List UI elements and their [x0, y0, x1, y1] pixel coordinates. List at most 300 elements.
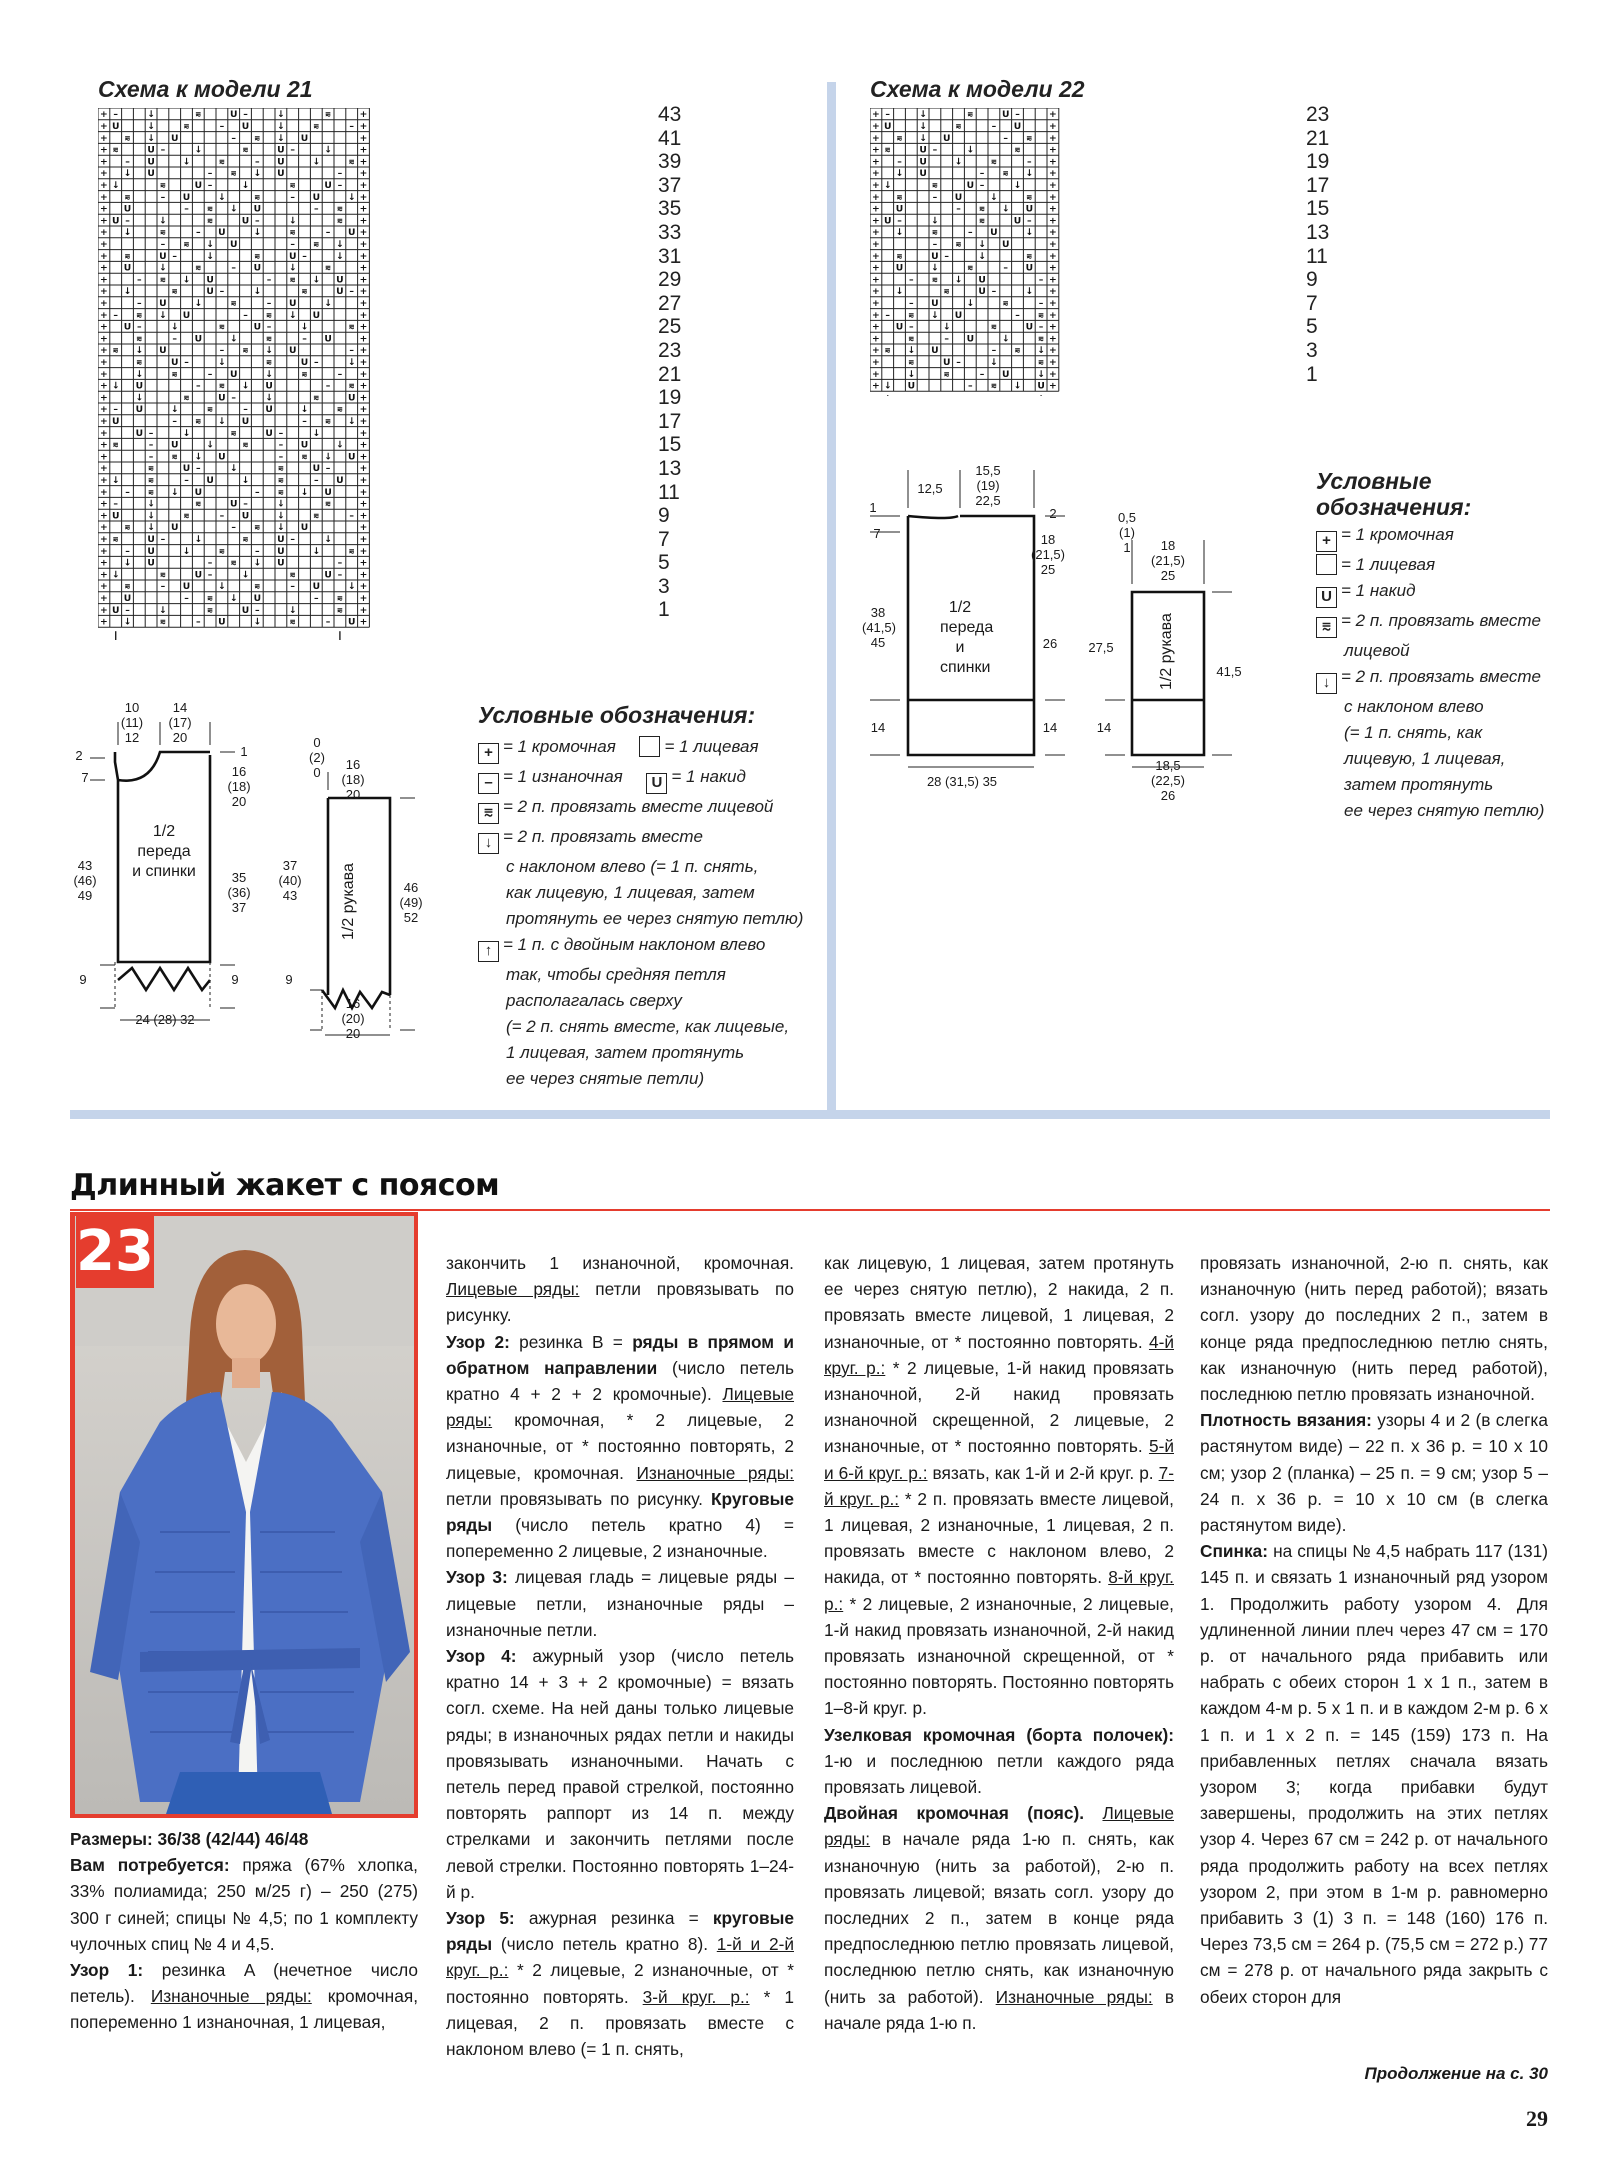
- stitch-symbol: U: [218, 392, 226, 404]
- stitch-symbol: –: [979, 368, 985, 380]
- stitch-symbol: ↓: [241, 180, 250, 192]
- schema-21-title: Схема к модели 21: [98, 76, 313, 102]
- stitch-symbol: ⩳: [290, 616, 296, 628]
- stitch-symbol: ⩳: [254, 132, 260, 144]
- stitch-symbol: +: [359, 132, 368, 144]
- stitch-symbol: ↓: [300, 404, 309, 416]
- stitch-symbol: U: [990, 227, 998, 239]
- model-number: 23: [76, 1216, 154, 1288]
- dim-bottom-9b: 9: [231, 972, 239, 987]
- stitch-symbol: U: [111, 604, 120, 616]
- stitch-symbol: U: [907, 380, 916, 392]
- stitch-symbol: +: [100, 321, 108, 333]
- stitch-symbol: +: [872, 321, 880, 333]
- stitch-symbol: ↓: [1013, 180, 1022, 192]
- stitch-symbol: +: [1049, 250, 1057, 262]
- dim-shoulder: 10 (11) 12: [120, 700, 144, 745]
- stitch-symbol: ⩳: [313, 239, 319, 251]
- stitch-symbol: ↓: [990, 357, 998, 369]
- yarn-over-icon: U: [1316, 587, 1337, 608]
- dim22-left-7: 7: [873, 526, 881, 541]
- stitch-symbol: +: [359, 109, 368, 121]
- stitch-symbol: U: [312, 463, 321, 475]
- stitch-symbol: +: [359, 239, 368, 251]
- row-number: 9: [1306, 268, 1318, 292]
- stitch-symbol: +: [359, 274, 368, 286]
- stitch-symbol: ⩳: [195, 416, 201, 428]
- stitch-symbol: ↓: [1037, 368, 1045, 380]
- stitch-symbol: ⩳: [1003, 168, 1009, 180]
- stitch-symbol: ⩳: [254, 581, 260, 593]
- stitch-symbol: ⩳: [160, 227, 166, 239]
- stitch-symbol: +: [872, 298, 880, 310]
- stitch-symbol: U: [265, 427, 273, 439]
- stitch-symbol: ↓: [218, 581, 226, 593]
- stitch-symbol: +: [359, 581, 368, 593]
- stitch-symbol: ⩳: [231, 557, 237, 569]
- stitch-symbol: ↓: [123, 286, 132, 298]
- stitch-symbol: ⩳: [337, 203, 343, 215]
- edge-stitch-icon: +: [478, 743, 499, 764]
- stitch-symbol: –: [1015, 309, 1020, 321]
- stitch-symbol: +: [359, 604, 368, 616]
- stitch-symbol: ↓: [182, 274, 191, 286]
- stitch-symbol: U: [241, 215, 250, 227]
- stitch-symbol: +: [100, 498, 108, 510]
- pattern-22-diagram: [860, 470, 1280, 810]
- stitch-symbol: U: [218, 616, 226, 628]
- stitch-symbol: U: [954, 309, 963, 321]
- stitch-symbol: +: [359, 404, 368, 416]
- dim22-left-38: 38 (41,5) 45: [862, 605, 896, 650]
- stitch-symbol: U: [218, 451, 226, 463]
- stitch-symbol: –: [897, 215, 902, 227]
- row-number: 7: [658, 527, 670, 551]
- stitch-symbol: ↓: [135, 345, 144, 357]
- stitch-symbol: +: [100, 345, 108, 357]
- stitch-symbol: U: [931, 298, 939, 310]
- stitch-symbol: U: [253, 321, 262, 333]
- stitch-symbol: ↓: [170, 321, 179, 333]
- stitch-symbol: –: [219, 345, 225, 357]
- stitch-symbol: ⩳: [301, 286, 308, 298]
- stitch-symbol: ↓: [954, 156, 963, 168]
- row-number: 17: [1306, 173, 1330, 197]
- legend-21: + = 1 кромочная = 1 лицевая – = 1 изнаночная U = 1 накид ⩳ = 2 п. провязать вместе лицевой ↓ = 2 п. провязать вместе с наклоном влево (= 1 п. снять, как лицевую, 1 лицевая, затем протянуть ее через снятую петлю) ↑ = 1 п. с двойным наклоном влево так, чтобы средняя петля располагалась сверху (= 2 п. снять вместе, как лицевые, 1 лицевая, затем протянуть ее через снятые петли): [478, 734, 803, 1092]
- stitch-symbol: +: [1049, 333, 1057, 345]
- stitch-symbol: –: [255, 156, 260, 168]
- legend-22: + = 1 кромочная = 1 лицевая U = 1 накид ⩳ = 2 п. провязать вместе лицевой ↓ = 2 п. провязать вместе с наклоном влево (= 1 п. снять, как лицевую, 1 лицевая, затем протянуть ее через снятую петлю): [1316, 522, 1544, 824]
- stitch-symbol: –: [219, 121, 225, 133]
- stitch-symbol: +: [359, 545, 368, 557]
- stitch-symbol: +: [872, 286, 880, 298]
- stitch-symbol: ⩳: [885, 144, 891, 156]
- stitch-symbol: ⩳: [1014, 144, 1021, 156]
- stitch-symbol: U: [135, 427, 144, 439]
- row-number: 33: [658, 220, 682, 244]
- dim-top-left: 2: [75, 748, 83, 763]
- stitch-symbol: U: [277, 557, 285, 569]
- stitch-symbol: –: [968, 227, 973, 239]
- stitch-symbol: U: [147, 168, 155, 180]
- stitch-symbol: –: [172, 250, 177, 262]
- stitch-symbol: ↓: [194, 534, 203, 546]
- stitch-symbol: +: [359, 569, 368, 581]
- stitch-symbol: U: [312, 581, 321, 593]
- stitch-symbol: ↓: [218, 416, 226, 428]
- legend-21-title: Условные обозначения:: [478, 702, 756, 728]
- stitch-symbol: ↓: [312, 427, 321, 439]
- stitch-symbol: –: [337, 168, 343, 180]
- dim-sleeve-bottom9: 9: [285, 972, 293, 987]
- stitch-symbol: +: [1049, 109, 1057, 121]
- stitch-symbol: ⩳: [172, 451, 178, 463]
- stitch-symbol: ↓: [336, 439, 344, 451]
- stitch-symbol: –: [137, 321, 142, 333]
- stitch-symbol: –: [160, 534, 166, 546]
- stitch-symbol: +: [359, 156, 368, 168]
- stitch-symbol: –: [885, 109, 890, 121]
- stitch-symbol: U: [300, 132, 309, 144]
- stitch-symbol: U: [966, 333, 975, 345]
- stitch-symbol: –: [909, 274, 914, 286]
- stitch-symbol: –: [266, 298, 272, 310]
- row-number: 15: [1306, 197, 1330, 221]
- stitch-symbol: ↓: [123, 227, 132, 239]
- stitch-symbol: +: [872, 156, 880, 168]
- stitch-symbol: +: [100, 286, 108, 298]
- stitch-symbol: ⩳: [231, 298, 237, 310]
- column-2: закончить 1 изнаночной, кромочная. Лицевые ряды: петли провязывать по рисунку. Узор 2: резинка B = ряды в прямом и обратном направлении (число петель кратно 4 + 2 + 2 кромочные). Лицевые ряды: кромочная, * 2 лицевые, 2 изнаночные, от * постоянно повторять, 2 лицевые, кромочная. Изнаночные ряды: петли провязывать по рисунку. Круговые ряды (число петель кратно 4) = попеременно 2 лицевые, 2 изнаночные. Узор 3: лицевая гладь = лицевые ряды – лицевые петли, изнаночные ряды – изнаночные петли. Узор 4: ажурный узор (число петель кратно 14 + 3 + 2 кромочные) = вязать согл. схеме. На ней даны только лицевые ряды; в изнаночных рядах петли и накиды провязывать изнаночными. Начать с петель перед правой стрелкой, постоянно повторять раппорт из 14 п. между стрелками и закончить петлями после левой стрелки. Постоянно повторять 1–24-й р. Узор 5: ажурная резинка = круговые ряды (число петель кратно 8). 1-й и 2-й круг. р.: * 2 лицевые, 2 изнаночные, от * постоянно повторять. 3-й круг. р.: * 1 лицевая, 2 п. провязать вместе с наклоном влево (= 1 п. снять,: [446, 1253, 795, 2060]
- stitch-symbol: ⩳: [944, 368, 950, 380]
- row-number: 1: [658, 598, 670, 622]
- stitch-symbol: +: [872, 239, 880, 251]
- stitch-symbol: –: [207, 569, 213, 581]
- stitch-symbol: –: [148, 451, 154, 463]
- stitch-symbol: –: [991, 121, 997, 133]
- stitch-symbol: –: [278, 439, 284, 451]
- stitch-symbol: –: [219, 510, 225, 522]
- stitch-symbol: ⩳: [195, 109, 201, 121]
- stitch-symbol: –: [137, 274, 142, 286]
- stitch-symbol: +: [1049, 380, 1057, 392]
- stitch-symbol: U: [336, 274, 344, 286]
- stitch-symbol: –: [231, 522, 236, 534]
- stitch-symbol: –: [302, 250, 307, 262]
- stitch-symbol: U: [182, 191, 191, 203]
- stitch-symbol: U: [123, 262, 132, 274]
- stitch-symbol: +: [100, 156, 108, 168]
- stitch-symbol: ⩳: [124, 191, 131, 203]
- stitch-symbol: +: [359, 191, 368, 203]
- stitch-symbol: ⩳: [290, 569, 296, 581]
- dim22-sl-14: 14: [1096, 720, 1112, 735]
- row-number: 27: [658, 291, 682, 315]
- stitch-symbol: –: [125, 545, 130, 557]
- stitch-symbol: –: [325, 227, 331, 239]
- stitch-symbol: +: [100, 191, 108, 203]
- stitch-symbol: ⩳: [160, 274, 166, 286]
- stitch-symbol: –: [207, 557, 213, 569]
- stitch-symbol: ⩳: [113, 439, 119, 451]
- stitch-symbol: U: [241, 604, 250, 616]
- stitch-symbol: –: [337, 180, 343, 192]
- stitch-symbol: U: [919, 156, 927, 168]
- stitch-symbol: U: [170, 357, 179, 369]
- stitch-symbol: +: [872, 132, 880, 144]
- stitch-symbol: ⩳: [349, 380, 355, 392]
- photo-frame: [70, 1212, 418, 1818]
- row-number: 15: [658, 433, 682, 457]
- stitch-symbol: ↓: [277, 121, 285, 133]
- stitch-symbol: +: [359, 227, 368, 239]
- row-number: 7: [1306, 291, 1318, 315]
- stitch-symbol: –: [314, 203, 319, 215]
- stitch-symbol: +: [1049, 168, 1057, 180]
- stitch-symbol: U: [347, 616, 356, 628]
- stitch-symbol: ↓: [324, 144, 332, 156]
- stitch-symbol: +: [359, 309, 368, 321]
- stitch-symbol: +: [100, 333, 108, 345]
- stitch-symbol: ↓: [147, 498, 155, 510]
- stitch-symbol: ⩳: [113, 534, 119, 546]
- stitch-symbol: ⩳: [1038, 309, 1044, 321]
- stitch-symbol: ⩳: [160, 616, 166, 628]
- stitch-symbol: ↓: [265, 345, 273, 357]
- stitch-symbol: ↓: [182, 545, 191, 557]
- stitch-symbol: U: [312, 191, 321, 203]
- stitch-symbol: +: [872, 168, 880, 180]
- stitch-symbol: U: [253, 593, 262, 605]
- stitch-symbol: U: [1037, 380, 1045, 392]
- stitch-symbol: ↓: [218, 191, 226, 203]
- stitch-symbol: –: [956, 203, 961, 215]
- row-number: 29: [658, 268, 682, 292]
- stitch-symbol: –: [160, 239, 166, 251]
- stitch-symbol: –: [944, 333, 949, 345]
- dim22-width: 28 (31,5) 35: [926, 774, 998, 789]
- stitch-symbol: ↓: [277, 498, 285, 510]
- stitch-symbol: +: [100, 427, 108, 439]
- stitch-symbol: ↓: [253, 227, 262, 239]
- stitch-symbol: –: [932, 239, 938, 251]
- stitch-symbol: –: [113, 109, 118, 121]
- column-4: провязать изнаночной, 2-ю п. снять, как изнаночную (нить перед работой); вязать согл. узору до последних 2 п., затем в конце ряда предпоследнюю петлю снять, как изнаночную (нить перед работой), последнюю петлю провязать изнаночной. Плотность вязания: узоры 4 и 2 (в слегка растянутом виде) – 22 п. x 36 р. = 10 x 10 см; узор 2 (планка) – 25 п. = 9 см; узор 5 – 24 п. x 36 р. = 10 x 10 см (в слегка растянутом виде). Спинка: на спицы № 4,5 набрать 117 (131) 145 п. и связать 1 изнаночный ряд узором 1. Продолжить работу узором 4. Для удлиненной линии плеч через 47 см = 170 р. от начального ряда прибавить или набрать с обеих сторон 1 x 1 п., затем в каждом 4-м р. 5 x 1 п. и в каждом 2-м р. 6 x 1 п. и 1 x 2 п. = 145 (159) 173 п. На прибавленных петлях сначала вязать узором 3; когда прибавки будут завершены, продолжить на этих петлях узор 4. Через 67 см = 242 р. от начального ряда продолжить работу на всех петлях узором 2, при этом в 1-м р. равномерно прибавить 3 (1) 3 п. = 148 (160) 176 п. Через 73,5 см = 264 р. (75,5 см = 272 р.) 77 см = 278 р. от начального ряда закрыть с обеих сторон для: [1200, 1253, 1548, 2007]
- stitch-symbol: ⩳: [325, 109, 331, 121]
- stitch-symbol: ↓: [324, 298, 332, 310]
- stitch-symbol: U: [159, 345, 167, 357]
- stitch-symbol: –: [314, 357, 319, 369]
- stitch-symbol: U: [347, 392, 356, 404]
- stitch-symbol: ⩳: [349, 321, 355, 333]
- stitch-symbol: ↓: [312, 156, 321, 168]
- stitch-symbol: U: [159, 250, 167, 262]
- stitch-symbol: U: [159, 298, 167, 310]
- stitch-symbol: ↓: [265, 368, 273, 380]
- stitch-symbol: U: [277, 144, 285, 156]
- stitch-symbol: ↓: [931, 215, 939, 227]
- stitch-symbol: –: [290, 581, 295, 593]
- stitch-symbol: +: [872, 144, 880, 156]
- row-number: 5: [658, 551, 670, 575]
- stitch-symbol: ⩳: [183, 121, 190, 133]
- stitch-symbol: –: [255, 604, 260, 616]
- stitch-symbol: –: [137, 298, 142, 310]
- stitch-symbol: ↓: [347, 357, 356, 369]
- schema-22-row-numbers: [1306, 103, 1346, 390]
- stitch-symbol: +: [100, 168, 108, 180]
- stitch-symbol: –: [956, 357, 961, 369]
- stitch-symbol: ↓: [159, 604, 167, 616]
- stitch-symbol: +: [359, 203, 368, 215]
- stitch-symbol: ⩳: [266, 357, 272, 369]
- stitch-symbol: ⩳: [896, 191, 903, 203]
- stitch-symbol: ↓: [170, 404, 179, 416]
- stitch-symbol: U: [182, 463, 191, 475]
- stitch-symbol: ↓: [336, 239, 344, 251]
- stitch-symbol: U: [135, 404, 144, 416]
- stitch-symbol: ↓: [265, 392, 273, 404]
- stitch-symbol: +: [359, 121, 368, 133]
- stitch-symbol: ↓: [1001, 333, 1010, 345]
- stitch-symbol: ⩳: [207, 404, 213, 416]
- stitch-symbol: –: [290, 534, 295, 546]
- stitch-symbol: +: [359, 616, 368, 628]
- stitch-symbol: +: [1049, 345, 1057, 357]
- stitch-symbol: –: [1027, 156, 1032, 168]
- stitch-symbol: –: [302, 333, 307, 345]
- stitch-symbol: ⩳: [242, 439, 249, 451]
- stitch-symbol: U: [265, 404, 273, 416]
- row-number: 9: [658, 504, 670, 528]
- stitch-symbol: –: [325, 463, 331, 475]
- stitch-symbol: ⩳: [219, 380, 225, 392]
- stitch-symbol: –: [172, 416, 177, 428]
- stitch-symbol: –: [219, 286, 225, 298]
- stitch-symbol: –: [1038, 298, 1044, 310]
- stitch-symbol: –: [196, 463, 201, 475]
- stitch-symbol: U: [931, 250, 939, 262]
- stitch-symbol: +: [872, 215, 880, 227]
- stitch-symbol: ⩳: [967, 262, 973, 274]
- dim22-bottom-14b: 14: [1042, 720, 1058, 735]
- stitch-symbol: ↓: [253, 557, 262, 569]
- stitch-symbol: –: [207, 368, 213, 380]
- stitch-symbol: –: [337, 569, 343, 581]
- stitch-symbol: ⩳: [885, 345, 891, 357]
- stitch-symbol: –: [314, 475, 319, 487]
- stitch-symbol: ⩳: [254, 522, 260, 534]
- stitch-symbol: ↓: [206, 439, 214, 451]
- row-number: 41: [658, 126, 682, 150]
- knit-icon: [639, 736, 660, 757]
- stitch-symbol: ↓: [206, 239, 214, 251]
- stitch-symbol: U: [265, 380, 273, 392]
- stitch-symbol: ↓: [194, 298, 203, 310]
- stitch-symbol: +: [872, 180, 880, 192]
- stitch-symbol: ↓: [919, 109, 927, 121]
- stitch-symbol: ⩳: [207, 203, 213, 215]
- stitch-symbol: ↓: [253, 168, 262, 180]
- schema-21-row-numbers: [658, 103, 698, 626]
- stitch-symbol: –: [314, 593, 319, 605]
- stitch-symbol: ⩳: [195, 498, 201, 510]
- dim-top-right: 1: [240, 744, 248, 759]
- stitch-symbol: ↓: [347, 416, 356, 428]
- row-number: 21: [1306, 126, 1330, 150]
- title-rule: [70, 1209, 1550, 1211]
- stitch-symbol: –: [184, 357, 189, 369]
- stitch-symbol: ⩳: [266, 309, 272, 321]
- stitch-symbol: +: [872, 357, 880, 369]
- stitch-symbol: ↓: [111, 475, 120, 487]
- stitch-symbol: ↓: [978, 250, 986, 262]
- stitch-symbol: U: [895, 203, 904, 215]
- stitch-symbol: –: [243, 498, 248, 510]
- stitch-symbol: +: [100, 522, 108, 534]
- stitch-symbol: +: [359, 498, 368, 510]
- stitch-symbol: –: [349, 286, 354, 298]
- half-body-label: 1/2 переда и спинки: [132, 823, 196, 880]
- stitch-symbol: ↓: [277, 522, 285, 534]
- stitch-symbol: –: [1038, 274, 1044, 286]
- stitch-symbol: –: [231, 132, 236, 144]
- stitch-symbol: ↓: [229, 203, 238, 215]
- stitch-symbol: +: [100, 569, 108, 581]
- stitch-symbol: ⩳: [313, 510, 319, 522]
- stitch-symbol: U: [954, 191, 963, 203]
- stitch-symbol: +: [359, 427, 368, 439]
- stitch-symbol: ↓: [206, 250, 214, 262]
- row-number: 3: [658, 574, 670, 598]
- stitch-symbol: ⩳: [207, 215, 213, 227]
- stitch-symbol: –: [349, 510, 354, 522]
- stitch-symbol: U: [229, 109, 238, 121]
- stitch-symbol: ↓: [312, 545, 321, 557]
- stitch-symbol: –: [125, 604, 130, 616]
- stitch-symbol: ⩳: [313, 121, 319, 133]
- stitch-symbol: –: [231, 392, 236, 404]
- stitch-symbol: ⩳: [908, 357, 914, 369]
- stitch-symbol: –: [909, 298, 914, 310]
- sleeve-label: 1/2 рукава: [340, 863, 357, 940]
- stitch-symbol: +: [359, 593, 368, 605]
- stitch-symbol: –: [243, 309, 248, 321]
- stitch-symbol: ↓: [241, 475, 250, 487]
- stitch-symbol: ⩳: [967, 109, 973, 121]
- stitch-symbol: ↓: [147, 510, 155, 522]
- stitch-symbol: U: [978, 274, 986, 286]
- stitch-symbol: U: [1001, 368, 1010, 380]
- dim22-neck-b: 15,5 (19) 22,5: [975, 463, 1001, 508]
- stitch-symbol: U: [229, 368, 238, 380]
- stitch-symbol: +: [100, 109, 108, 121]
- knit-icon: [1316, 554, 1337, 575]
- stitch-symbol: +: [1049, 274, 1057, 286]
- dim22-sl-41: 41,5: [1216, 664, 1242, 679]
- stitch-symbol: U: [111, 121, 120, 133]
- stitch-symbol: U: [194, 333, 203, 345]
- stitch-symbol: +: [100, 534, 108, 546]
- stitch-symbol: ↓: [241, 380, 250, 392]
- stitch-symbol: +: [100, 250, 108, 262]
- stitch-symbol: –: [160, 144, 166, 156]
- stitch-symbol: U: [111, 215, 120, 227]
- stitch-symbol: +: [100, 451, 108, 463]
- stitch-symbol: U: [919, 144, 927, 156]
- stitch-symbol: ↓: [907, 368, 916, 380]
- stitch-symbol: U: [229, 498, 238, 510]
